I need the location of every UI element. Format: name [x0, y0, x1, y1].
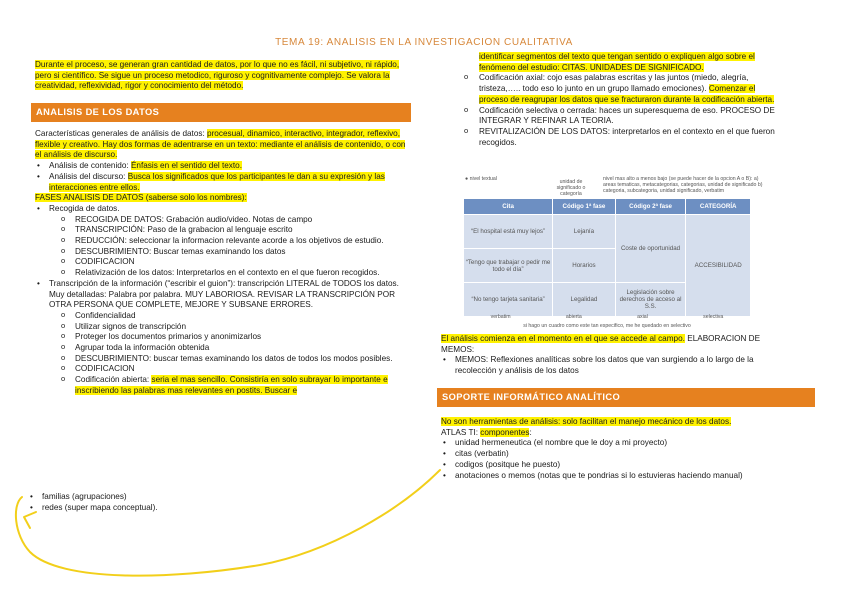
axial-highlight: Comenzar el proceso de reagrupar los datos que se fracturaron durante la codificación abierta. [479, 84, 775, 104]
list-item: o Utilizar signos de transcripción [35, 322, 411, 333]
list-item: o DESCUBRIMIENTO: Buscar temas examinando los datos [35, 247, 411, 258]
list-item: o Relativización de los datos: Interpretarlos en el contexto en el que fueron recogidos. [35, 268, 411, 279]
atlas-colon: : [529, 427, 532, 437]
figure-note-right: nivel mas alto a menos bajo (se puede hacer de la opcion A o B): a) areas tematicas, metacategorias, categorias, unidad de significado b) categoria, subcategoria, unidad significado, verbatim [603, 176, 763, 194]
analisis-text: El análisis comienza en el momento en el que se accede al campo. [441, 334, 685, 343]
list-item: • Recogida de datos. [35, 204, 411, 215]
table-cell: Coste de oportunidad [615, 215, 686, 283]
atlas-list [441, 438, 801, 481]
table-cell: Horarios [553, 249, 616, 283]
list-item [463, 73, 783, 105]
list-item: • redes (super mapa conceptual). [28, 503, 328, 514]
figure-footer [463, 314, 751, 320]
discurso-label: Análisis del discurso: [49, 171, 128, 181]
axial-text: cojo esas palabras escritas y las juntos (miedo, alegría, tristeza,….. todo eso lo junto en un grupo llamado emociones). [479, 73, 749, 94]
analisis-paragraph [441, 334, 786, 355]
contenido-label: Análisis de contenido: [49, 161, 131, 171]
col-header: CATEGORÍA [686, 199, 751, 215]
no-son-paragraph [441, 417, 801, 428]
contenido-text: Énfasis en el sentido del texto. [130, 161, 242, 171]
list-item: o DESCUBRIMIENTO: buscar temas examinando los datos de todos los modos posibles. [35, 354, 411, 365]
codif-abierta-label: Codificación abierta: [75, 375, 152, 385]
table-cell: “Tengo que trabajar o pedir me todo el día” [464, 249, 553, 283]
continuation-paragraph [463, 52, 783, 73]
atlas-componentes: componentes [480, 427, 530, 437]
list-item: • codigos (positque he puesto) [441, 460, 801, 471]
caracteristicas-label: Características generales de análisis de datos: [35, 129, 208, 138]
intro-text: Durante el proceso, se generan gran cantidad de datos, por lo que no es fácil, ni subjetivo, ni rápido, pero si científico. Se sigue un proceso metodico, riguroso y cognitivamente complejo. Se valora la creatividad, reflexividad, rigor y conocimiento del método. [35, 60, 400, 91]
footer-label: selectiva [703, 314, 724, 320]
list-item: o REDUCCIÓN: seleccionar la informacion relevante acorde a los objetivos de estudio. [35, 236, 411, 247]
memos-list [441, 355, 786, 376]
footer-label: verbatim [490, 314, 511, 320]
list-item: o RECOGIDA DE DATOS: Grabación audio/video. Notas de campo [35, 215, 411, 226]
list-item: o CODIFICACION [35, 364, 411, 375]
section-analisis-datos: ANALISIS DE LOS DATOS [31, 103, 411, 122]
list-item: o CODIFICACION [35, 257, 411, 268]
table-cell: Legalidad [553, 283, 616, 317]
col-header: Código 1ª fase [553, 199, 616, 215]
table-cell: ACCESIBILIDAD [686, 215, 751, 317]
list-item: o REVITALIZACIÓN DE LOS DATOS: interpretarlos en el contexto en el que fueron recogidos. [463, 127, 783, 148]
caracteristicas-text: procesual, dinamico, interactivo, integrador, reflexivo, flexible y creativo. Hay dos formas de adentrarse en un texto: mediante el análisis de contenido, o con el análisis de discurso. [35, 129, 406, 160]
section-soporte-informatico: SOPORTE INFORMÁTICO ANALÍTICO [437, 388, 815, 407]
list-item: o Codificación selectiva o cerrada: haces un superesquema de eso. PROCESO DE INTEGRAR Y REFINAR LA TEORIA. [463, 106, 783, 127]
col-header: Código 2ª fase [615, 199, 686, 215]
atlas-label: ATLAS TI: [441, 427, 481, 437]
list-item: o Agrupar toda la información obtenida [35, 343, 411, 354]
table-cell: Legislación sobre derechos de acceso al S.S. [615, 283, 686, 317]
no-son-text: No son herramientas de análisis: solo facilitan el manejo mecánico de los datos. [441, 417, 732, 426]
right-column-top [463, 52, 783, 148]
axial-label: Codificación axial: [479, 73, 548, 83]
table-cell: “No tengo tarjeta sanitaria” [464, 283, 553, 317]
table-cell: Lejanía [553, 215, 616, 249]
col-header: Cita [464, 199, 553, 215]
list-item: • citas (verbatin) [441, 449, 801, 460]
list-item: • familias (agrupaciones) [28, 492, 328, 503]
coding-figure [463, 176, 763, 332]
codificacion-list [463, 73, 783, 148]
footer-label: abierta [565, 314, 582, 320]
figure-note-left: ● nivel textual [465, 176, 497, 182]
footer-label: axial [637, 314, 648, 320]
list-item: o TRANSCRIPCIÓN: Paso de la grabacion al lenguaje escrito [35, 225, 411, 236]
list-item: o Confidencialidad [35, 311, 411, 322]
fases-text: FASES ANALISIS DE DATOS (saberse solo los nombres): [35, 193, 247, 203]
list-item: o Proteger los documentos primarios y anonimizarlos [35, 332, 411, 343]
right-column-bottom [441, 417, 801, 481]
figure-caption: si hago un cuadro como este tan especifico, me he quedado en selectivo [523, 323, 691, 329]
list-item: • MEMOS: Reflexiones analíticas sobre los datos que van surgiendo a lo largo de la recolección y análisis de los datos [441, 355, 786, 376]
figure-note-mid: unidad de significado o categoría [556, 179, 586, 197]
codif-abierta-text: seria el mas sencillo. Consistiría en solo subrayar lo importante e inscribiendo las palabras mas relevantes en postits. Buscar e [75, 375, 388, 395]
table-cell: “El hospital está muy lejos” [464, 215, 553, 249]
page-title: TEMA 19: ANALISIS EN LA INVESTIGACION CUALITATIVA [275, 37, 573, 48]
list-item: • Transcripción de la información (“escribir el guion”): transcripción LITERAL de TODOS los datos. Muy detalladas: Palabra por palabra. MUY LABORIOSA. REVISAR LA TRANSCRIPCIÓN POR OTRA PERSONA QUE COMPLETE, MEJORE Y SUBSANE ERRORES. [35, 279, 411, 311]
coding-table [463, 198, 751, 317]
discurso-text: Busca los significados que los participantes le dan a su expresión y las interacciones entre ellos. [49, 171, 385, 192]
continuation-text: identificar segmentos del texto que tengan sentido o expliquen algo sobre el fenómeno del estudio: CITAS. UNIDADES DE SIGNIFICADO. [479, 52, 755, 72]
right-column-mid [441, 334, 786, 377]
list-item: • unidad hermeneutica (el nombre que le doy a mi proyecto) [441, 438, 801, 449]
memos-heading: ELABORACION DE MEMOS: [441, 334, 761, 354]
list-item: • anotaciones o memos (notas que te pondrias si lo estuvieras haciendo manual) [441, 471, 801, 482]
atlas-heading [441, 428, 801, 439]
